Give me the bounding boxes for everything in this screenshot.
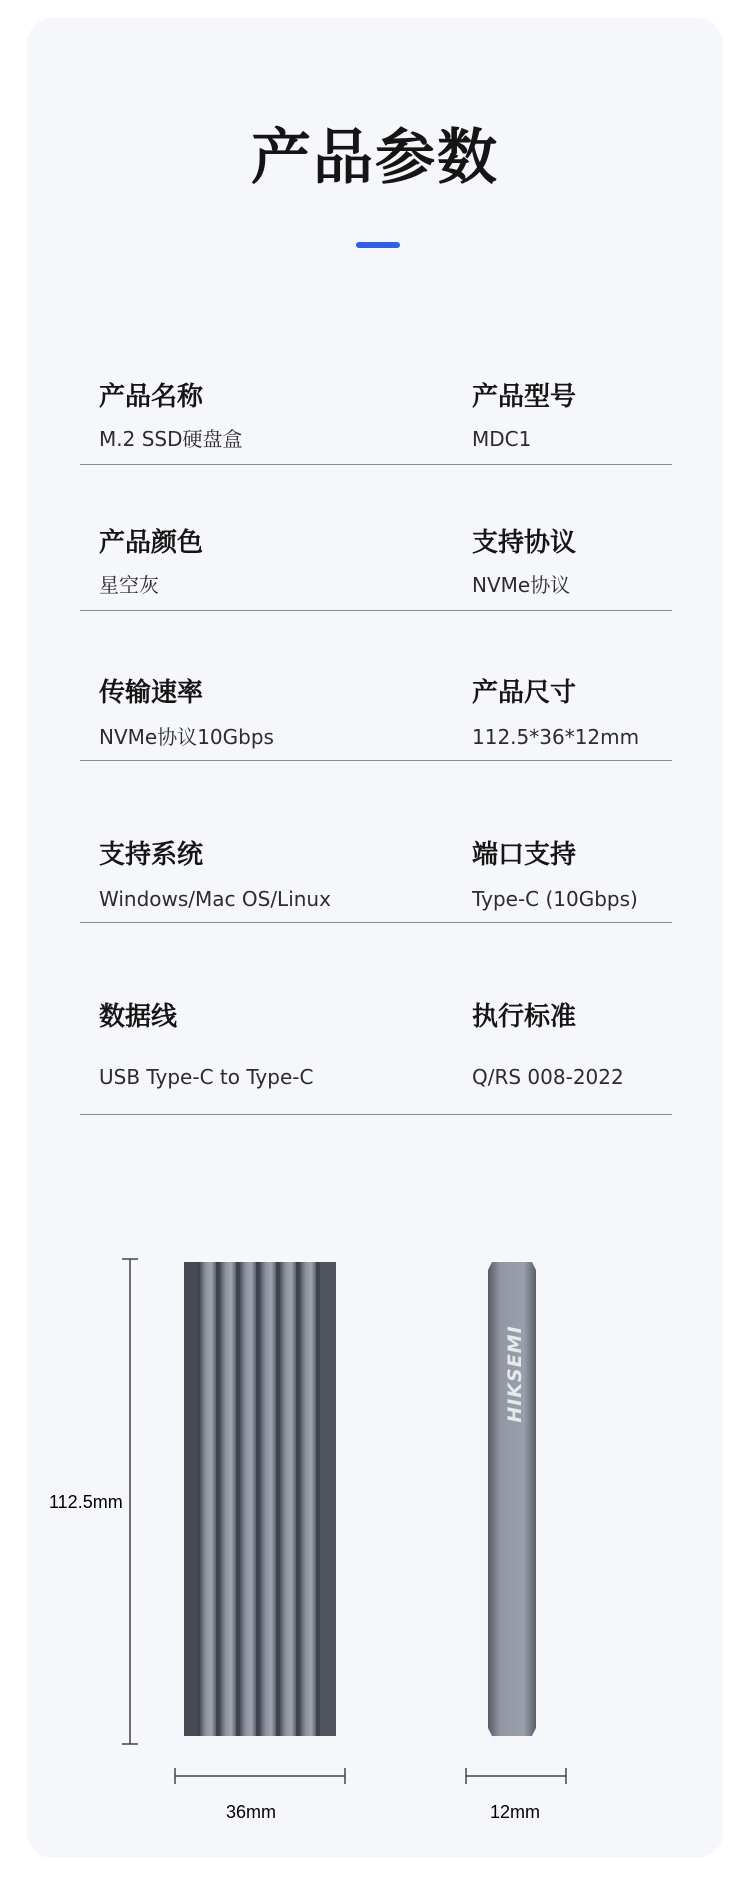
row-divider xyxy=(80,922,672,923)
spec-value: Type-C (10Gbps) xyxy=(472,887,638,911)
row-divider xyxy=(80,760,672,761)
spec-value: NVMe协议10Gbps xyxy=(99,725,274,749)
spec-item-standard xyxy=(472,1000,624,1090)
spec-item-color xyxy=(99,526,203,598)
spec-label: 支持协议 xyxy=(472,528,577,558)
spec-item-size xyxy=(472,676,639,750)
spec-value: MDC1 xyxy=(472,427,532,451)
title-accent-bar xyxy=(356,242,400,248)
spec-item-os xyxy=(99,838,331,912)
spec-label: 端口支持 xyxy=(472,840,577,870)
spec-label: 产品尺寸 xyxy=(472,678,577,708)
spec-label: 产品型号 xyxy=(472,382,577,412)
row-divider xyxy=(80,1114,672,1115)
spec-item-model xyxy=(472,380,576,452)
height-dimension xyxy=(122,1259,138,1744)
spec-label: 执行标准 xyxy=(472,1002,577,1032)
width-dimension xyxy=(175,1768,345,1784)
width-label: 36mm xyxy=(226,1802,277,1822)
spec-value: Windows/Mac OS/Linux xyxy=(99,887,331,911)
spec-item-cable xyxy=(99,1000,313,1090)
spec-item-protocol xyxy=(472,526,576,598)
spec-label: 产品颜色 xyxy=(99,528,204,558)
dimension-diagram xyxy=(0,1240,750,1840)
spec-item-speed xyxy=(99,676,274,750)
enclosure-front-view xyxy=(184,1262,336,1736)
spec-value: M.2 SSD硬盘盒 xyxy=(99,427,243,451)
spec-value: USB Type-C to Type-C xyxy=(99,1065,314,1089)
spec-item-port xyxy=(472,838,638,912)
spec-item-product-name xyxy=(99,380,243,452)
spec-label: 数据线 xyxy=(99,1002,178,1032)
spec-label: 传输速率 xyxy=(99,678,204,708)
depth-label: 12mm xyxy=(490,1802,541,1822)
spec-value: NVMe协议 xyxy=(472,573,571,597)
depth-dimension xyxy=(466,1768,566,1784)
spec-label: 产品名称 xyxy=(99,382,204,412)
enclosure-side-view xyxy=(488,1262,536,1736)
brand-logo: HIKSEMI xyxy=(504,1325,526,1423)
page-title: 产品参数 xyxy=(251,123,499,193)
row-divider xyxy=(80,464,672,465)
spec-value: 112.5*36*12mm xyxy=(472,725,640,749)
height-label: 112.5mm xyxy=(49,1492,123,1512)
spec-label: 支持系统 xyxy=(99,840,204,870)
row-divider xyxy=(80,610,672,611)
spec-value: Q/RS 008-2022 xyxy=(472,1065,624,1089)
spec-value: 星空灰 xyxy=(99,573,159,597)
